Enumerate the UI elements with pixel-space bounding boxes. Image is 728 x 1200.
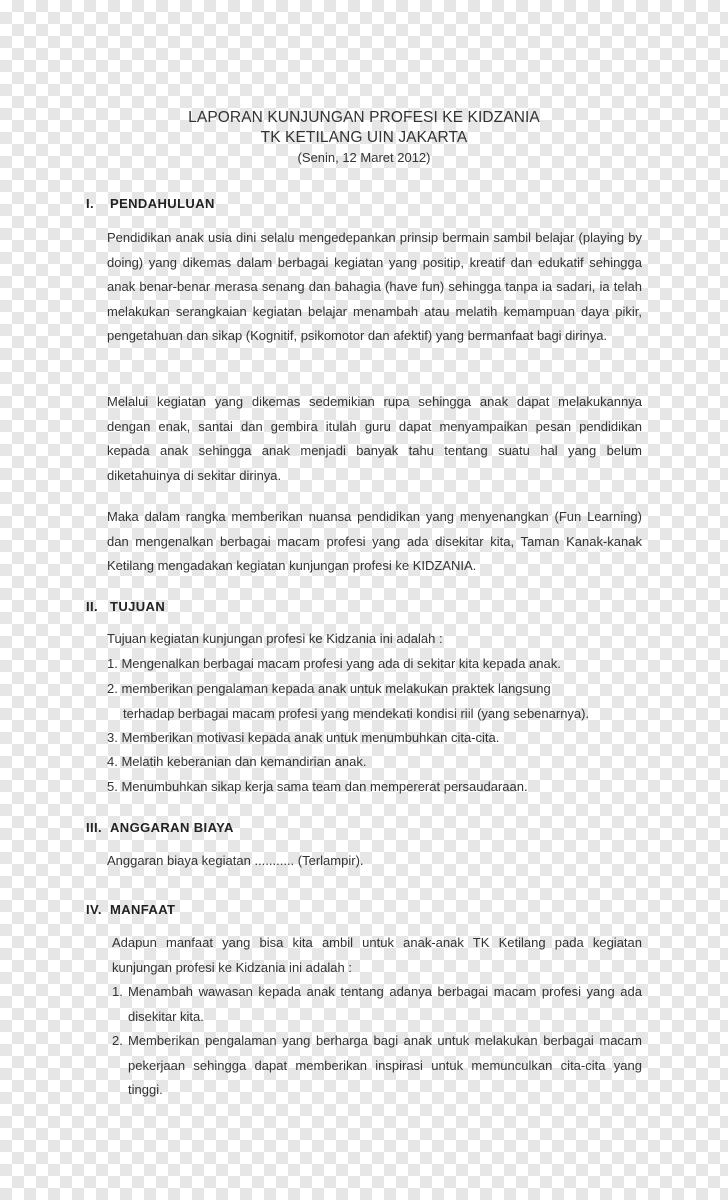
list-item-text: 4. Melatih keberanian dan kemandirian anak. (107, 754, 367, 769)
list-item-text: 2. memberikan pengalaman kepada anak untuk melakukan praktek langsung (107, 681, 551, 696)
paragraph: Melalui kegiatan yang dikemas sedemikian rupa sehingga anak dapat melakukannya dengan enak, santai dan gembira itulah guru dapat menyampaikan pesan pendidikan kepada anak sehingga anak menjadi banyak tahu tentang suatu hal yang belum diketahuinya di sekitar dirinya. (107, 394, 642, 483)
list-item (107, 652, 561, 677)
list-item-continuation: terhadap berbagai macam profesi yang mendekati kondisi riil (yang sebenarnya). (123, 705, 590, 721)
section-heading-pendahuluan (86, 196, 215, 211)
section-heading-anggaran (86, 820, 234, 835)
list-item-text: 3. Memberikan motivasi kepada anak untuk menumbuhkan cita-cita. (107, 730, 500, 745)
list-item (107, 775, 528, 800)
section-number: IV. (86, 902, 102, 917)
section-heading-tujuan (86, 599, 165, 614)
list-item-text: Memberikan pengalaman yang berharga bagi anak untuk melakukan berbagai macam pekerjaan sehingga dapat memberikan inspirasi untuk memunculkan cita-cita yang tinggi. (128, 1033, 642, 1098)
document-subtitle: TK KETILANG UIN JAKARTA (260, 129, 468, 146)
section-heading-manfaat (86, 902, 175, 917)
list-item-number: 1. (112, 984, 123, 999)
anggaran-text: Anggaran biaya kegiatan ........... (Terlampir). (107, 853, 364, 868)
paragraph: Pendidikan anak usia dini selalu mengedepankan prinsip bermain sambil belajar (playing by doing) yang dikemas dalam berbagai kegiatan yang positip, kreatif dan edukatif sehingga anak benar-benar merasa senang dan bahagia (have fun) sehingga tanpa ia sadari, ia telah melakukan serangkaian kegiatan belajar menambah atau melatih kemampuan daya pikir, pengetahuan dan sikap (Kognitif, psikomotor dan afektif) yang bermanfaat bagi dirinya. (107, 230, 642, 344)
section-title: TUJUAN (110, 599, 166, 614)
list-item-text: 1. Mengenalkan berbagai macam profesi yang ada di sekitar kita kepada anak. (107, 656, 561, 671)
document-date: (Senin, 12 Maret 2012) (297, 150, 431, 165)
section-number: II. (86, 599, 99, 614)
list-item-number: 2. (112, 1033, 123, 1048)
list-item-text: 5. Menumbuhkan sikap kerja sama team dan mempererat persaudaraan. (107, 779, 528, 794)
section-title: ANGGARAN BIAYA (110, 820, 234, 835)
section-title: MANFAAT (110, 902, 176, 917)
section-title: PENDAHULUAN (110, 196, 215, 211)
document-title: LAPORAN KUNJUNGAN PROFESI KE KIDZANIA (188, 109, 540, 126)
document-title-block (0, 108, 728, 168)
list-item (107, 677, 589, 726)
manfaat-intro: Adapun manfaat yang bisa kita ambil untuk anak-anak TK Ketilang pada kegiatan kunjungan profesi ke Kidzania ini adalah : (112, 935, 642, 975)
list-item (112, 1029, 642, 1103)
section-number: III. (86, 820, 103, 835)
list-item-text: Menambah wawasan kepada anak tentang adanya berbagai macam profesi yang ada disekitar kita. (128, 984, 642, 1024)
list-item (107, 726, 499, 751)
list-item (112, 980, 642, 1029)
tujuan-intro: Tujuan kegiatan kunjungan profesi ke Kidzania ini adalah : (107, 631, 443, 646)
paragraph: Maka dalam rangka memberikan nuansa pendidikan yang menyenangkan (Fun Learning) dan mengenalkan berbagai macam profesi yang ada disekitar kita, Taman Kanak-kanak Ketilang mengadakan kegiatan kunjungan profesi ke KIDZANIA. (107, 509, 642, 574)
section-number: I. (86, 196, 95, 211)
list-item (107, 750, 366, 775)
